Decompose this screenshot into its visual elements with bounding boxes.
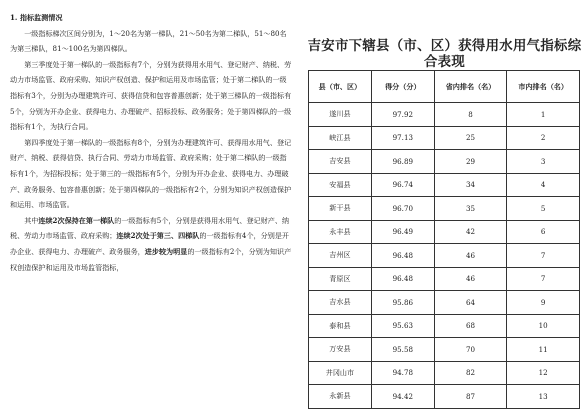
cell-county: 青原区 [309, 267, 372, 291]
table-panel [303, 0, 586, 400]
summary-text: 的一级指标有4个，分别是开办企业、获得电力、办理破产、政务服务， [10, 231, 290, 256]
cell-city-rank: 3 [507, 150, 580, 174]
cell-score: 95.86 [371, 291, 434, 315]
table-row [309, 244, 580, 268]
table-row [309, 314, 580, 338]
cell-county: 吉水县 [309, 291, 372, 315]
cell-province-rank: 70 [434, 338, 507, 362]
cell-city-rank: 4 [507, 173, 580, 197]
table-row [309, 267, 580, 291]
cell-score: 95.63 [371, 314, 434, 338]
cell-city-rank: 7 [507, 244, 580, 268]
cell-province-rank: 42 [434, 220, 507, 244]
cell-province-rank: 35 [434, 197, 507, 221]
cell-city-rank: 10 [507, 314, 580, 338]
cell-score: 94.78 [371, 361, 434, 385]
summary-bold: 连续2次处于第三、四梯队 [116, 231, 200, 241]
paragraph-summary [10, 213, 292, 275]
cell-score: 97.92 [371, 103, 434, 127]
header-city-rank: 市内排名（名） [507, 71, 580, 103]
cell-county: 新干县 [309, 197, 372, 221]
cell-city-rank: 1 [507, 103, 580, 127]
table-row [309, 173, 580, 197]
cell-city-rank: 5 [507, 197, 580, 221]
table-row [309, 385, 580, 409]
table-row [309, 126, 580, 150]
cell-score: 96.48 [371, 244, 434, 268]
cell-county: 永新县 [309, 385, 372, 409]
cell-score: 96.48 [371, 267, 434, 291]
section-heading: 1. 指标监测情况 [10, 13, 63, 22]
summary-text: 的一级指标有2个，分别为知识产权创造保护和运用及市场监管指标， [10, 246, 292, 272]
cell-county: 安福县 [309, 173, 372, 197]
cell-city-rank: 13 [507, 385, 580, 409]
paragraph-q4: 第四季度处于第一梯队的一级指标有8个，分别为办理建筑许可、获得用水用气、登记财产、纳税、获得信贷、执行合同、劳动力市场监管、政府采购；处于第二梯队的一级指标有1个，为招标投标；处于第三的一级指标有5个，分别为开办企业、获得电力、办理破产、政务服务、包容普惠创新；处于第四梯队的一级指标有2个，分别为知识产权创造保护和运用、市场监管。 [10, 137, 292, 210]
cell-province-rank: 64 [434, 291, 507, 315]
cell-province-rank: 34 [434, 173, 507, 197]
cell-city-rank: 12 [507, 361, 580, 385]
cell-county: 万安县 [309, 338, 372, 362]
cell-city-rank: 6 [507, 220, 580, 244]
table-row [309, 338, 580, 362]
cell-city-rank: 11 [507, 338, 580, 362]
cell-province-rank: 46 [434, 244, 507, 268]
paragraph-tiers: 一级指标梯次区间分别为，1～20名为第一梯队，21～50名为第二梯队，51～80名为第三梯队，81～100名为第四梯队。 [10, 28, 287, 54]
header-province-rank: 省内排名（名） [434, 71, 507, 103]
cell-score: 95.58 [371, 338, 434, 362]
cell-county: 遂川县 [309, 103, 372, 127]
table-title: 吉安市下辖县（市、区）获得用水用气指标综合表现 [307, 38, 582, 70]
cell-county: 永丰县 [309, 220, 372, 244]
cell-county: 峡江县 [309, 126, 372, 150]
cell-province-rank: 46 [434, 267, 507, 291]
cell-score: 94.42 [371, 385, 434, 409]
table-row [309, 103, 580, 127]
paragraph-q3: 第三季度处于第一梯队的一级指标有7个，分别为获得用水用气、登记财产、纳税、劳动力市场监管、政府采购、知识产权创造、保护和运用及市场监管；处于第二梯队的一级指标有3个，分别为办理建筑许可、获得信贷和包容普惠创新；处于第三梯队的一级指标有5个，分别为开办企业、获得电力、办理破产、招标投标、政务服务；处于第四梯队的一级指标有1个，为执行合同。 [10, 59, 292, 132]
cell-province-rank: 68 [434, 314, 507, 338]
cell-city-rank: 2 [507, 126, 580, 150]
cell-county: 泰和县 [309, 314, 372, 338]
cell-county: 吉州区 [309, 244, 372, 268]
header-score: 得分（分） [371, 71, 434, 103]
cell-score: 96.70 [371, 197, 434, 221]
cell-city-rank: 7 [507, 267, 580, 291]
text-column [0, 0, 296, 400]
summary-bold: 进步较为明显 [144, 246, 188, 256]
cell-score: 96.49 [371, 220, 434, 244]
cell-province-rank: 25 [434, 126, 507, 150]
cell-score: 97.13 [371, 126, 434, 150]
summary-text: 的一级指标有5个，分别是获得用水用气、登记财产、纳税、劳动力市场监管、政府采购； [10, 215, 290, 241]
table-row [309, 150, 580, 174]
table-row [309, 291, 580, 315]
table-header-row [309, 71, 580, 103]
summary-bold: 连续2次保持在第一梯队 [38, 215, 115, 225]
cell-score: 96.74 [371, 173, 434, 197]
table-row [309, 220, 580, 244]
cell-county: 井冈山市 [309, 361, 372, 385]
ranking-table [308, 70, 580, 409]
table-row [309, 197, 580, 221]
table-row [309, 361, 580, 385]
cell-province-rank: 82 [434, 361, 507, 385]
cell-province-rank: 8 [434, 103, 507, 127]
header-county: 县（市、区） [309, 71, 372, 103]
cell-province-rank: 29 [434, 150, 507, 174]
cell-city-rank: 9 [507, 291, 580, 315]
cell-score: 96.89 [371, 150, 434, 174]
summary-text: 其中 [24, 215, 39, 225]
cell-county: 吉安县 [309, 150, 372, 174]
cell-province-rank: 87 [434, 385, 507, 409]
